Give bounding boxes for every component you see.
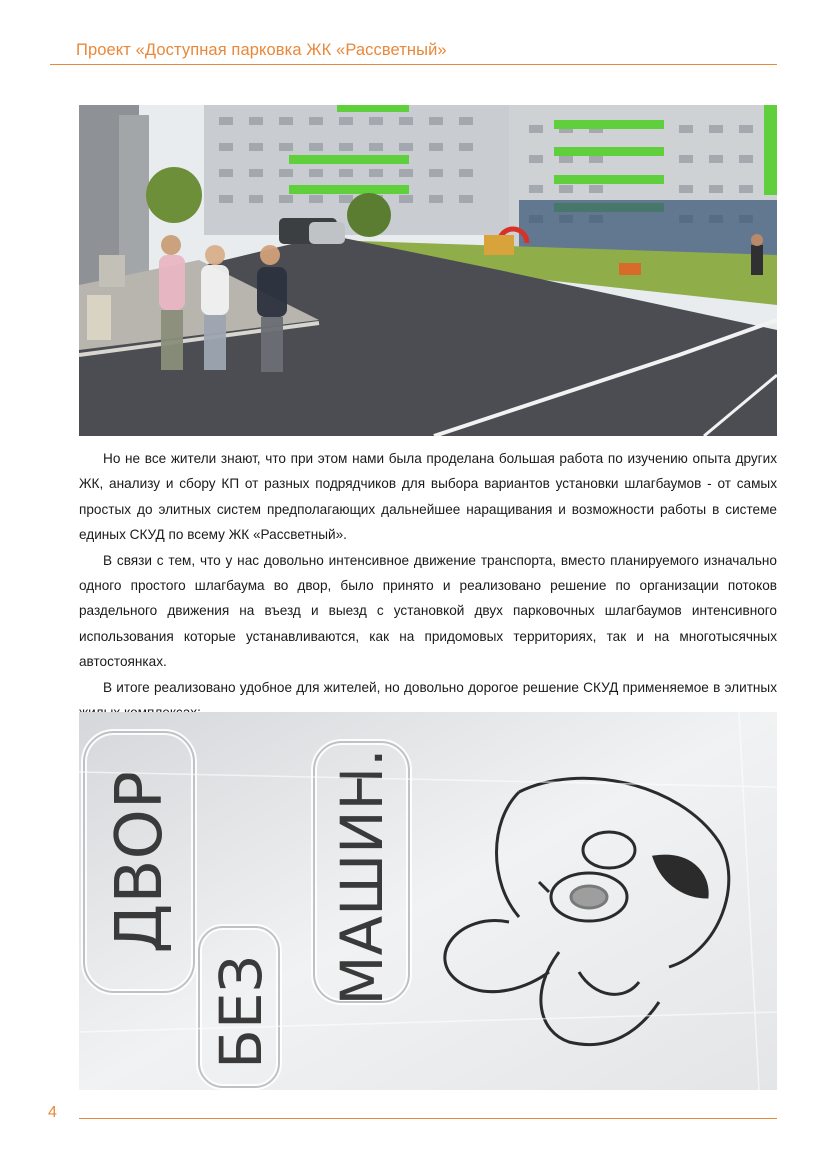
header-divider [50,64,777,65]
no-cars-sign-photo [79,712,777,1090]
people [159,235,287,372]
footer-divider [79,1118,777,1119]
paragraph: Но не все жители знают, что при этом нами была проделана большая работа по изучению опыта других ЖК, анализу и сбору КП от разных подрядчиков для выбора вариантов установки шлагбаумов - от самых простых до элитных систем предполагающих дальнейшее наращивания и возможности работы в системе единых СКУД по всему ЖК «Рассветный». [79,451,777,543]
sign-word-bez: БЕЗ [207,955,275,1069]
sign-word-mashin: МАШИН. [328,748,396,1006]
paragraph: В итоге реализовано удобное для жителей, но довольно дорогое решение СКУД применяемое в элитных [103,679,777,695]
paragraph: В связи с тем, что у нас довольно интенсивное движение транспорта, вместо планируемого изначально одного простого шлагбаума во двор, было принято и реализовано решение по организации потоков раздельного движения на въезд и выезд с установкой двух парковочных шлагбаумов интенсивного использования которые устанавливаются, как на придомовых территориях, так и на многотысячных автостоянках. [79,552,777,670]
page-number: 4 [48,1104,57,1121]
body-text [79,446,777,725]
sign-word-dvor: ДВОР [103,770,177,954]
page-header-title: Проект «Доступная парковка ЖК «Рассветный» [76,41,447,59]
courtyard-photo [79,105,777,436]
